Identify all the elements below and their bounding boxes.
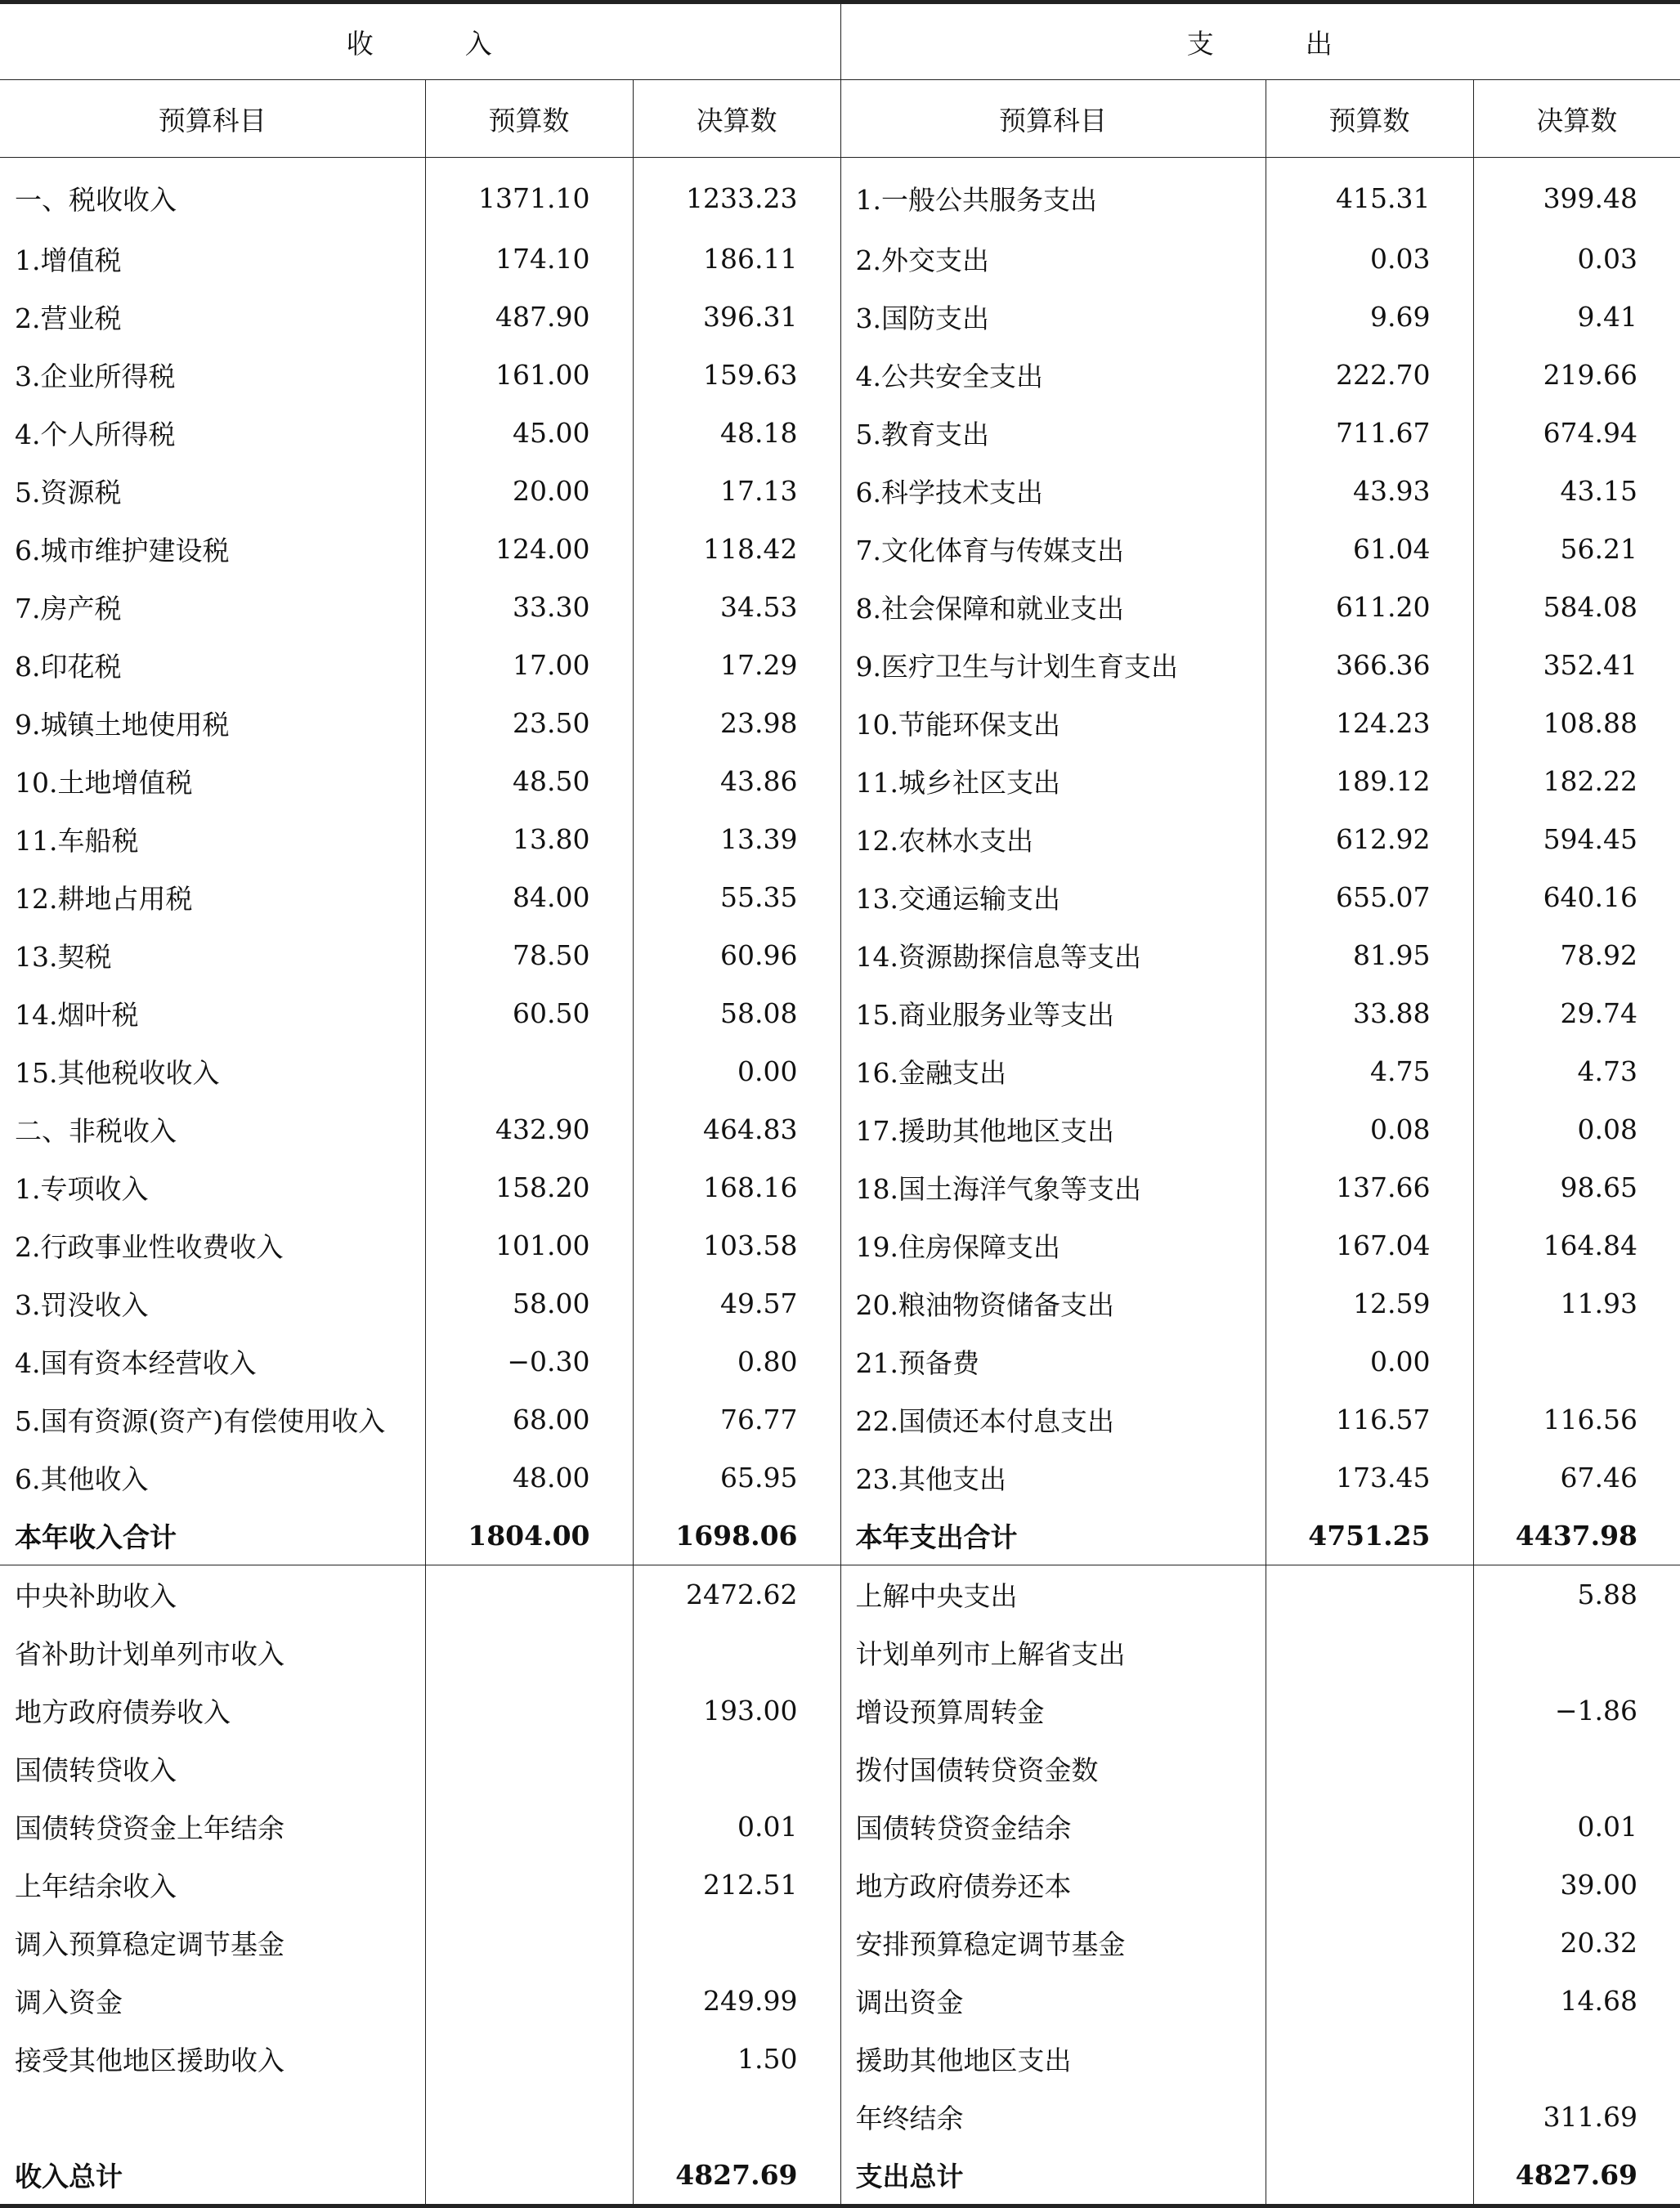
expense-budget-cell: 167.04 [1266,1216,1473,1274]
income-subject-cell: 4.国有资本经营收入 [0,1332,425,1391]
income-budget-header: 预算数 [425,80,633,158]
income-subject-cell: 5.国有资源(资产)有偿使用收入 [0,1391,425,1449]
expense-final-cell: 11.93 [1560,1288,1638,1319]
income-subject-cell: 12.耕地占用税 [0,868,425,926]
income-budget-cell: 58.00 [425,1274,633,1332]
income-budget-cell: 487.90 [425,288,633,346]
income-final-cell: 103.58 [633,1216,840,1274]
income-subject-cell [0,2088,425,2146]
income-subject-cell: 收入总计 [0,2146,425,2206]
income-budget-cell: 68.00 [425,1391,633,1449]
expense-subject-cell: 8.社会保障和就业支出 [840,578,1266,636]
expense-budget-cell: 0.08 [1266,1100,1473,1158]
income-subject-cell: 13.契税 [0,926,425,984]
table-row [0,578,1680,636]
expense-budget-cell: 612.92 [1266,810,1473,868]
expense-subject-cell: 6.科学技术支出 [840,462,1266,520]
expense-budget-cell [1266,1740,1473,1798]
group-header-row [0,2,1680,80]
expense-group-header [840,2,1680,80]
expense-subject-cell: 本年支出合计 [840,1507,1266,1565]
table-row [0,158,1680,231]
expense-budget-cell: 611.20 [1266,578,1473,636]
income-final-cell [633,1624,840,1682]
expense-budget-cell: 173.45 [1266,1449,1473,1507]
expense-final-cell: 20.32 [1560,1927,1638,1959]
expense-final-cell: 78.92 [1560,939,1638,971]
expense-final-cell: 674.94 [1543,417,1638,449]
expense-budget-cell: 4.75 [1266,1042,1473,1100]
income-subject-cell: 国债转贷收入 [0,1740,425,1798]
expense-final-cell: 0.08 [1577,1113,1638,1145]
table-body [0,158,1680,2206]
table-row [0,926,1680,984]
expense-budget-cell: 415.31 [1266,158,1473,231]
table-row [0,1914,1680,1972]
income-final-cell: 17.29 [633,636,840,694]
income-final-cell: 17.13 [633,462,840,520]
expense-subject-cell: 调出资金 [840,1972,1266,2030]
income-subject-cell: 15.其他税收收入 [0,1042,425,1100]
income-budget-cell [425,2088,633,2146]
income-final-cell [633,2088,840,2146]
expense-final-cell: 116.56 [1543,1404,1638,1435]
expense-budget-cell: 0.03 [1266,230,1473,288]
income-final-cell: 2472.62 [633,1565,840,1624]
income-budget-cell: 432.90 [425,1100,633,1158]
expense-budget-cell [1266,2088,1473,2146]
income-budget-cell [425,1740,633,1798]
income-final-cell: 55.35 [633,868,840,926]
income-final-header: 决算数 [633,80,840,158]
income-final-cell: 58.08 [633,984,840,1042]
income-subject-cell: 14.烟叶税 [0,984,425,1042]
table-row [0,694,1680,752]
income-budget-cell: 84.00 [425,868,633,926]
income-final-cell: 159.63 [633,346,840,404]
expense-subject-header: 预算科目 [840,80,1266,158]
income-budget-cell [425,1914,633,1972]
income-budget-cell [425,2146,633,2206]
expense-budget-cell [1266,1682,1473,1740]
income-header-char-1: 收 [346,27,375,60]
expense-budget-cell [1266,2146,1473,2206]
expense-budget-cell: 0.00 [1266,1332,1473,1391]
table-row [0,404,1680,462]
income-subject-cell: 7.房产税 [0,578,425,636]
income-final-cell: 48.18 [633,404,840,462]
income-subject-cell: 10.土地增值税 [0,752,425,810]
income-final-cell: 65.95 [633,1449,840,1507]
expense-subject-cell: 10.节能环保支出 [840,694,1266,752]
income-subject-cell: 8.印花税 [0,636,425,694]
table-row [0,1100,1680,1158]
income-subject-cell: 6.城市维护建设税 [0,520,425,578]
table-row [0,1332,1680,1391]
income-final-cell: 49.57 [633,1274,840,1332]
expense-budget-cell: 12.59 [1266,1274,1473,1332]
income-subject-cell: 3.罚没收入 [0,1274,425,1332]
income-subject-cell: 本年收入合计 [0,1507,425,1565]
income-final-cell: 13.39 [633,810,840,868]
expense-budget-cell: 189.12 [1266,752,1473,810]
expense-subject-cell: 20.粮油物资储备支出 [840,1274,1266,1332]
income-final-cell: 212.51 [633,1856,840,1914]
expense-final-cell: 98.65 [1560,1171,1638,1203]
income-final-cell: 23.98 [633,694,840,752]
income-subject-cell: 调入预算稳定调节基金 [0,1914,425,1972]
expense-budget-cell: 222.70 [1266,346,1473,404]
income-budget-cell: 20.00 [425,462,633,520]
expense-subject-cell: 23.其他支出 [840,1449,1266,1507]
income-subject-cell: 11.车船税 [0,810,425,868]
expense-subject-cell: 国债转贷资金结余 [840,1798,1266,1856]
expense-final-cell: 311.69 [1543,2101,1638,2133]
expense-subject-cell: 7.文化体育与传媒支出 [840,520,1266,578]
expense-subject-cell: 13.交通运输支出 [840,868,1266,926]
expense-final-cell: 39.00 [1560,1869,1638,1901]
column-header-row [0,80,1680,158]
income-subject-cell: 接受其他地区援助收入 [0,2030,425,2088]
income-subject-cell: 国债转贷资金上年结余 [0,1798,425,1856]
expense-budget-cell: 33.88 [1266,984,1473,1042]
table-row [0,346,1680,404]
table-row [0,1274,1680,1332]
income-group-header [0,2,840,80]
income-final-cell: 1.50 [633,2030,840,2088]
income-subject-cell: 中央补助收入 [0,1565,425,1624]
table-row [0,2088,1680,2146]
expense-subject-cell: 21.预备费 [840,1332,1266,1391]
income-budget-cell: 158.20 [425,1158,633,1216]
income-budget-cell: 13.80 [425,810,633,868]
income-budget-cell: 48.50 [425,752,633,810]
expense-budget-header: 预算数 [1266,80,1473,158]
expense-subject-cell: 地方政府债券还本 [840,1856,1266,1914]
expense-subject-cell: 5.教育支出 [840,404,1266,462]
table-row [0,1972,1680,2030]
income-budget-cell: 33.30 [425,578,633,636]
income-budget-cell: 1371.10 [425,158,633,231]
income-budget-cell: 174.10 [425,230,633,288]
income-subject-cell: 1.专项收入 [0,1158,425,1216]
table-row [0,810,1680,868]
table-row [0,1798,1680,1856]
income-budget-cell: 17.00 [425,636,633,694]
expense-final-cell: 0.01 [1577,1811,1638,1843]
expense-subject-cell: 9.医疗卫生与计划生育支出 [840,636,1266,694]
table-row [0,1740,1680,1798]
expense-final-cell: 219.66 [1543,359,1638,391]
expense-final-cell: 182.22 [1543,765,1638,797]
income-budget-cell: 48.00 [425,1449,633,1507]
income-final-cell: 396.31 [633,288,840,346]
income-subject-cell: 上年结余收入 [0,1856,425,1914]
income-subject-cell: 一、税收收入 [0,158,425,231]
income-final-cell: 0.80 [633,1332,840,1391]
table-row [0,1391,1680,1449]
expense-subject-cell: 12.农林水支出 [840,810,1266,868]
income-subject-cell: 调入资金 [0,1972,425,2030]
table-row [0,288,1680,346]
expense-subject-cell: 年终结余 [840,2088,1266,2146]
table-row [0,1158,1680,1216]
income-subject-cell: 5.资源税 [0,462,425,520]
expense-budget-cell: 116.57 [1266,1391,1473,1449]
table-row [0,1682,1680,1740]
expense-budget-cell [1266,1624,1473,1682]
income-final-cell: 1698.06 [633,1507,840,1565]
income-subject-cell: 6.其他收入 [0,1449,425,1507]
income-final-cell: 43.86 [633,752,840,810]
expense-budget-cell [1266,1856,1473,1914]
table-row [0,1856,1680,1914]
expense-subject-cell: 16.金融支出 [840,1042,1266,1100]
income-budget-cell [425,1682,633,1740]
expense-budget-cell [1266,1972,1473,2030]
income-subject-cell: 二、非税收入 [0,1100,425,1158]
income-subject-cell: 省补助计划单列市收入 [0,1624,425,1682]
expense-budget-cell: 43.93 [1266,462,1473,520]
expense-budget-cell: 366.36 [1266,636,1473,694]
expense-budget-cell: 61.04 [1266,520,1473,578]
expense-final-cell: 4827.69 [1473,2146,1680,2206]
income-header-char-2: 入 [464,27,494,60]
expense-subject-cell: 19.住房保障支出 [840,1216,1266,1274]
expense-budget-cell: 9.69 [1266,288,1473,346]
expense-final-cell: 43.15 [1560,475,1638,507]
income-final-cell: 60.96 [633,926,840,984]
income-final-cell: 0.01 [633,1798,840,1856]
expense-subject-cell: 4.公共安全支出 [840,346,1266,404]
expense-final-cell: 56.21 [1560,533,1638,565]
income-final-cell: 168.16 [633,1158,840,1216]
expense-budget-cell: 137.66 [1266,1158,1473,1216]
expense-subject-cell: 计划单列市上解省支出 [840,1624,1266,1682]
income-final-cell [633,1914,840,1972]
expense-final-cell: 14.68 [1560,1985,1638,2017]
income-budget-cell: 124.00 [425,520,633,578]
table-row [0,1216,1680,1274]
expense-subject-cell: 15.商业服务业等支出 [840,984,1266,1042]
expense-subject-cell: 拨付国债转贷资金数 [840,1740,1266,1798]
income-subject-cell: 3.企业所得税 [0,346,425,404]
income-budget-cell [425,1565,633,1624]
expense-final-cell [1473,1740,1680,1798]
expense-final-cell: 67.46 [1560,1462,1638,1494]
income-budget-cell [425,1042,633,1100]
table-row [0,636,1680,694]
expense-final-cell: 4.73 [1577,1055,1638,1087]
expense-subject-cell: 上解中央支出 [840,1565,1266,1624]
expense-budget-cell: 124.23 [1266,694,1473,752]
income-budget-cell [425,1624,633,1682]
income-budget-cell [425,1856,633,1914]
table-row [0,1042,1680,1100]
subtotal-row [0,1507,1680,1565]
income-final-cell: 186.11 [633,230,840,288]
expense-final-cell: 352.41 [1543,649,1638,681]
expense-subject-cell: 14.资源勘探信息等支出 [840,926,1266,984]
income-budget-cell: −0.30 [425,1332,633,1391]
expense-final-cell: 594.45 [1543,823,1638,855]
income-subject-header: 预算科目 [0,80,425,158]
income-budget-cell: 78.50 [425,926,633,984]
expense-final-cell: 164.84 [1543,1229,1638,1261]
expense-subject-cell: 22.国债还本付息支出 [840,1391,1266,1449]
income-subject-cell: 2.行政事业性收费收入 [0,1216,425,1274]
income-budget-cell: 101.00 [425,1216,633,1274]
income-final-cell: 193.00 [633,1682,840,1740]
expense-subject-cell: 11.城乡社区支出 [840,752,1266,810]
income-subject-cell: 9.城镇土地使用税 [0,694,425,752]
expense-budget-cell [1266,2030,1473,2088]
expense-final-cell: 108.88 [1543,707,1638,739]
table-row [0,1449,1680,1507]
expense-header-char-2: 出 [1305,27,1334,60]
table-row [0,2030,1680,2088]
expense-final-cell [1473,1332,1680,1391]
table-row [0,1624,1680,1682]
table-row [0,462,1680,520]
expense-final-cell: 5.88 [1577,1579,1638,1610]
expense-budget-cell: 81.95 [1266,926,1473,984]
expense-final-cell: 584.08 [1543,591,1638,623]
expense-subject-cell: 2.外交支出 [840,230,1266,288]
expense-budget-cell [1266,1798,1473,1856]
income-final-cell: 34.53 [633,578,840,636]
expense-header-char-1: 支 [1186,27,1216,60]
income-final-cell: 1233.23 [633,158,840,231]
income-budget-cell [425,1798,633,1856]
income-subject-cell: 地方政府债券收入 [0,1682,425,1740]
income-budget-cell [425,1972,633,2030]
expense-budget-cell: 655.07 [1266,868,1473,926]
income-budget-cell: 45.00 [425,404,633,462]
expense-budget-cell [1266,1914,1473,1972]
expense-budget-cell [1266,1565,1473,1624]
income-final-cell: 4827.69 [633,2146,840,2206]
income-budget-cell: 60.50 [425,984,633,1042]
expense-final-header: 决算数 [1473,80,1680,158]
income-budget-cell: 161.00 [425,346,633,404]
expense-final-cell: 399.48 [1543,181,1638,214]
expense-subject-cell: 18.国土海洋气象等支出 [840,1158,1266,1216]
income-final-cell: 464.83 [633,1100,840,1158]
income-final-cell: 76.77 [633,1391,840,1449]
expense-subject-cell: 17.援助其他地区支出 [840,1100,1266,1158]
expense-final-cell: 4437.98 [1473,1507,1680,1565]
income-budget-cell: 1804.00 [425,1507,633,1565]
expense-final-cell: 29.74 [1560,997,1638,1029]
table-row [0,520,1680,578]
income-subject-cell: 4.个人所得税 [0,404,425,462]
expense-final-cell [1473,1624,1680,1682]
income-final-cell: 118.42 [633,520,840,578]
expense-subject-cell: 安排预算稳定调节基金 [840,1914,1266,1972]
income-final-cell: 249.99 [633,1972,840,2030]
income-final-cell: 0.00 [633,1042,840,1100]
expense-budget-cell: 711.67 [1266,404,1473,462]
expense-subject-cell: 3.国防支出 [840,288,1266,346]
grand-total-row [0,2146,1680,2206]
income-subject-cell: 2.营业税 [0,288,425,346]
expense-final-cell: −1.86 [1554,1695,1638,1727]
income-budget-cell: 23.50 [425,694,633,752]
expense-final-cell: 640.16 [1543,881,1638,913]
expense-final-cell: 0.03 [1577,243,1638,275]
income-budget-cell [425,2030,633,2088]
table-row [0,1565,1680,1624]
table-row [0,984,1680,1042]
table-row [0,230,1680,288]
income-subject-cell: 1.增值税 [0,230,425,288]
expense-final-cell [1473,2030,1680,2088]
expense-subject-cell: 支出总计 [840,2146,1266,2206]
expense-subject-cell: 援助其他地区支出 [840,2030,1266,2088]
expense-subject-cell: 增设预算周转金 [840,1682,1266,1740]
expense-budget-cell: 4751.25 [1266,1507,1473,1565]
table-row [0,752,1680,810]
expense-final-cell: 9.41 [1577,301,1638,333]
table-row [0,868,1680,926]
expense-subject-cell: 1.一般公共服务支出 [840,158,1266,231]
income-final-cell [633,1740,840,1798]
